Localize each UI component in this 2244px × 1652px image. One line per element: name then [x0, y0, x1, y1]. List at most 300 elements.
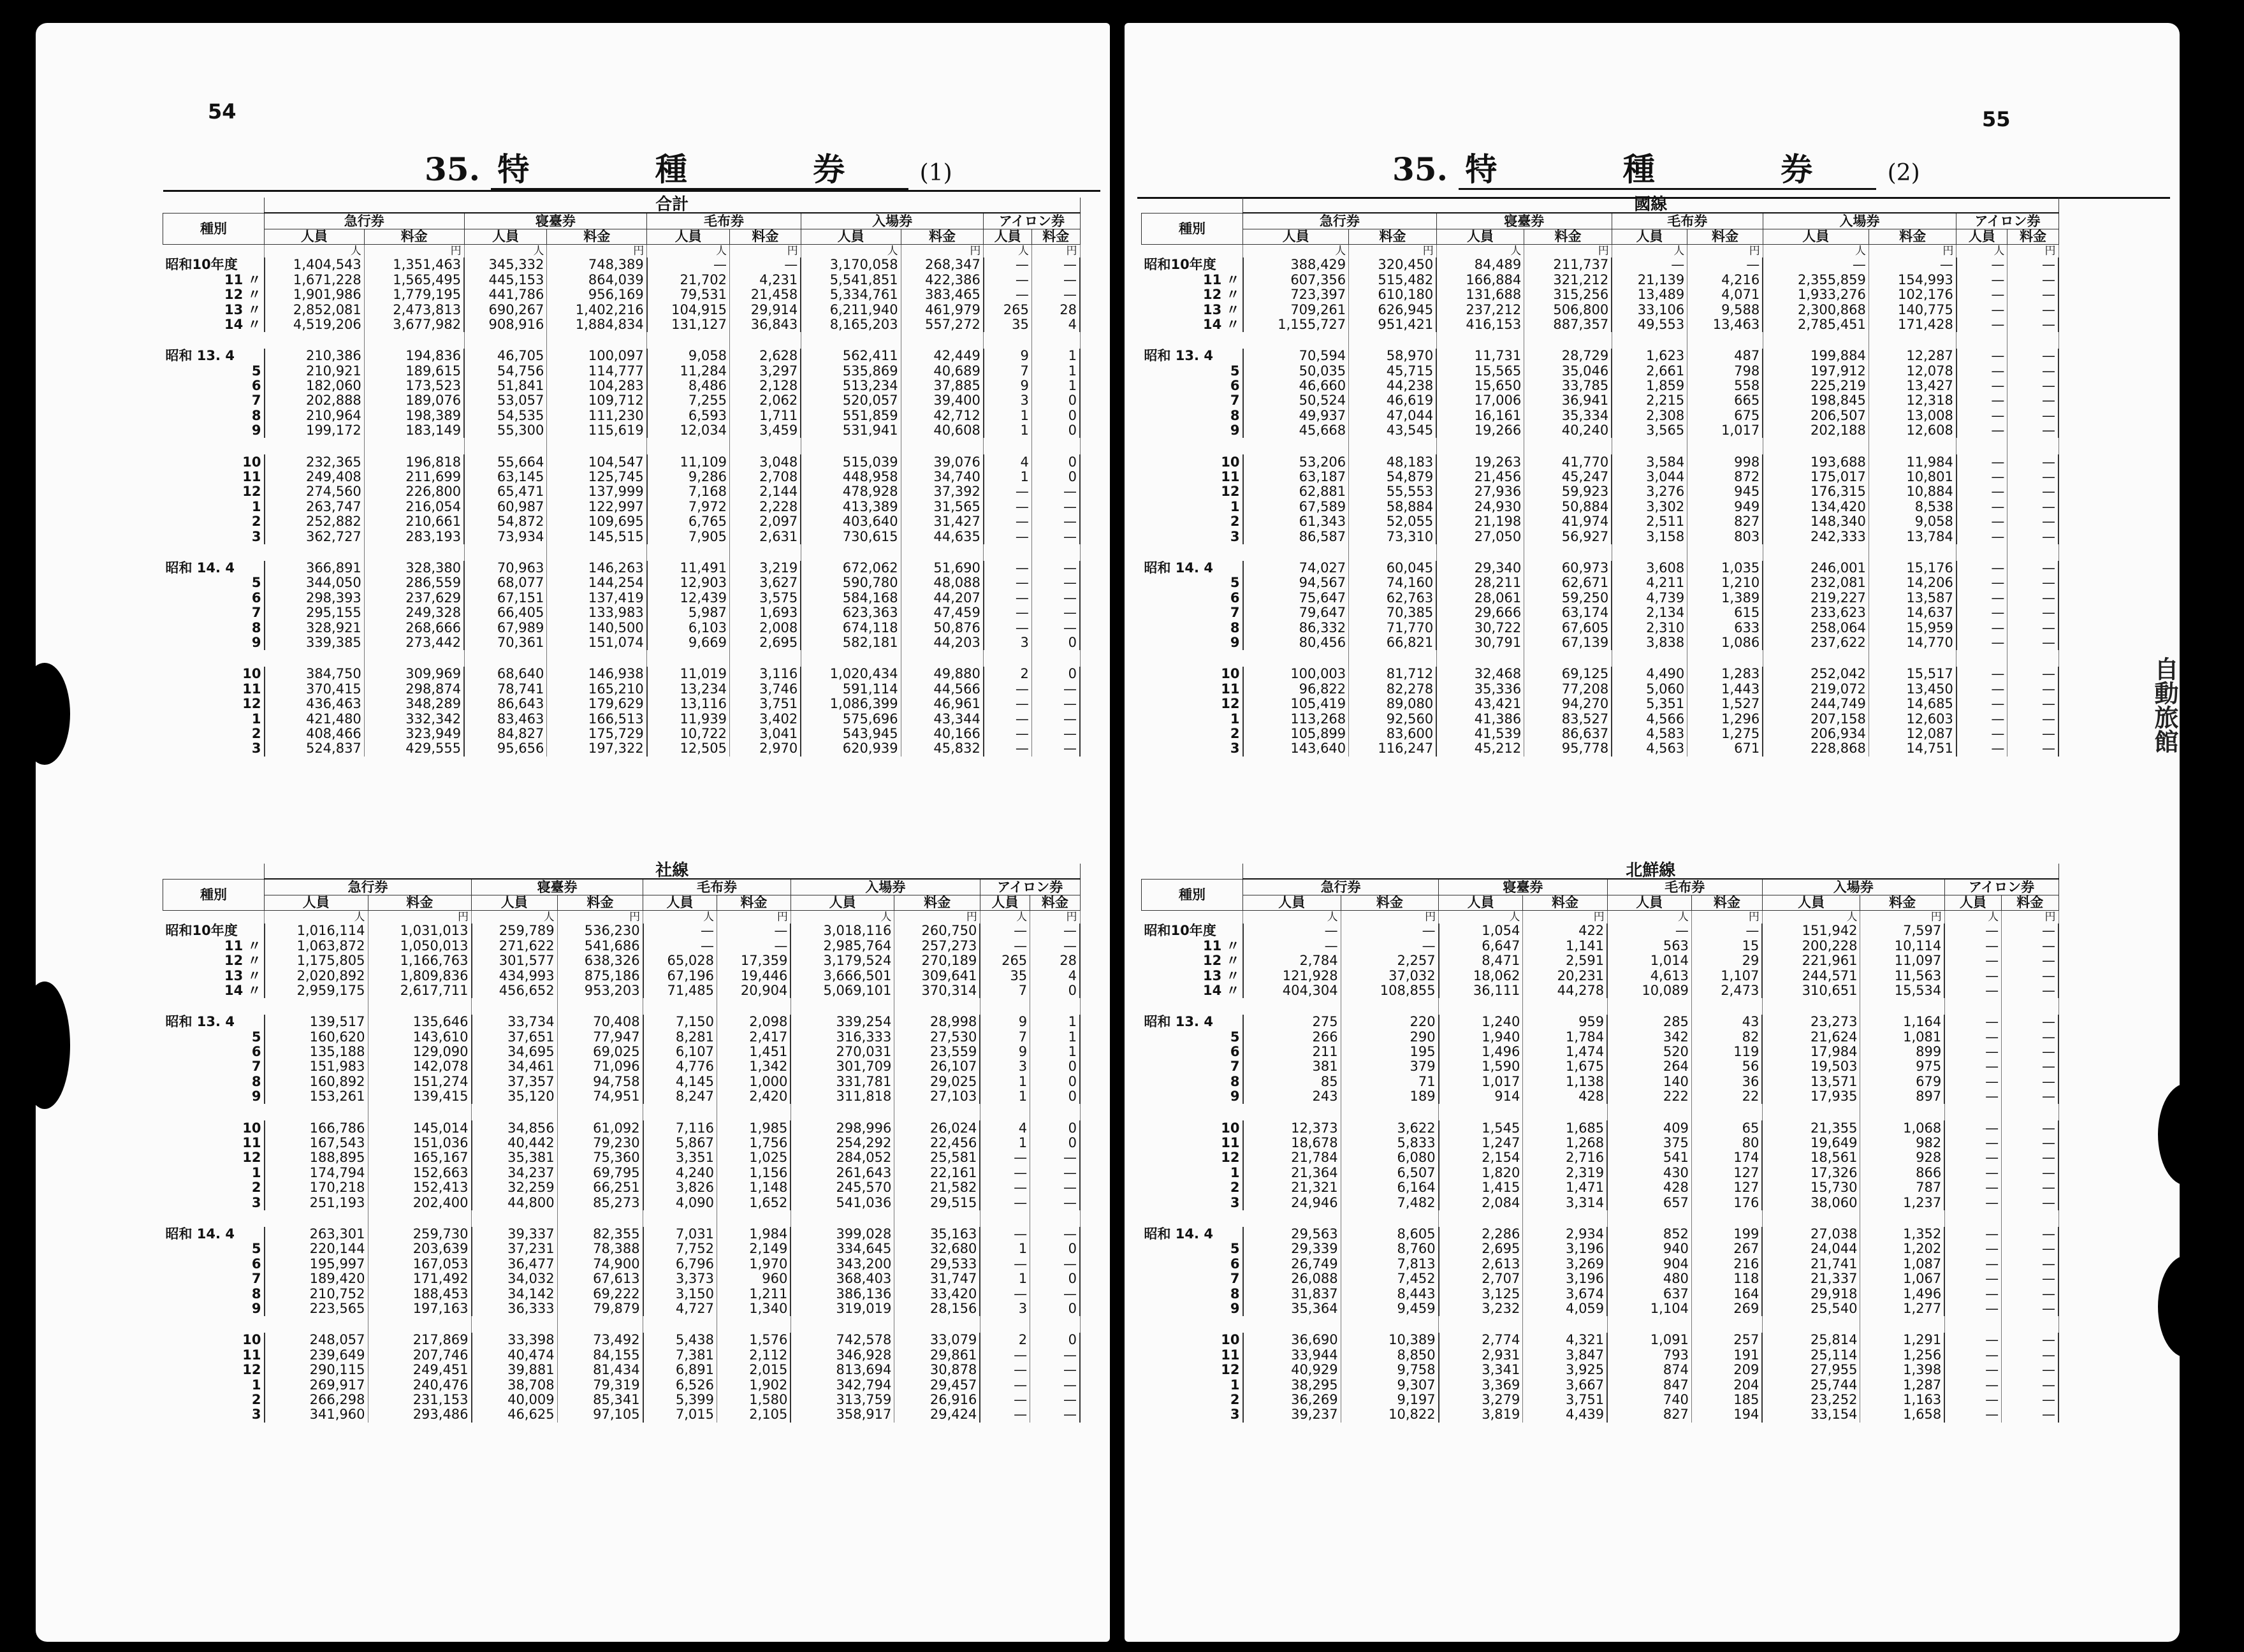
- data-cell: 33,106: [1612, 302, 1687, 317]
- data-cell: 23,273: [1762, 1015, 1860, 1029]
- gap-cell: [790, 1210, 894, 1227]
- data-cell: 404,304: [1243, 983, 1341, 998]
- row-label: 2: [163, 1180, 265, 1195]
- data-cell: —: [2007, 454, 2058, 469]
- gap-cell: [1142, 332, 1243, 349]
- data-cell: 74,027: [1243, 561, 1349, 576]
- data-cell: 269: [1691, 1301, 1762, 1316]
- data-cell: 9,197: [1341, 1393, 1439, 1407]
- data-cell: 975: [1860, 1059, 1944, 1074]
- unit-label: 円: [2007, 245, 2058, 258]
- row-label: 7: [1142, 1272, 1243, 1286]
- row-label: 7: [163, 605, 265, 620]
- data-cell: —: [1030, 1363, 1080, 1377]
- data-cell: 10,722: [647, 727, 730, 741]
- data-cell: 34,142: [472, 1286, 558, 1301]
- table-row: [1142, 470, 2059, 484]
- unit-label: 円: [1524, 245, 1612, 258]
- data-cell: —: [2002, 1136, 2058, 1150]
- row-label: 9: [1142, 1301, 1243, 1316]
- data-cell: 960: [717, 1272, 790, 1286]
- data-cell: 38,708: [472, 1377, 558, 1392]
- data-cell: 29,515: [894, 1195, 980, 1210]
- data-cell: 379: [1341, 1059, 1439, 1074]
- data-cell: 69,795: [557, 1166, 643, 1180]
- data-cell: —: [1031, 711, 1080, 726]
- table-row: [163, 1195, 1081, 1210]
- gap-cell: [364, 438, 464, 454]
- data-cell: 4,490: [1612, 667, 1687, 681]
- table-row: [163, 1089, 1081, 1104]
- data-cell: 35,120: [472, 1089, 558, 1104]
- data-cell: 399,028: [790, 1227, 894, 1242]
- data-cell: 35: [980, 968, 1030, 983]
- data-cell: 2,931: [1439, 1348, 1523, 1363]
- data-cell: 3,196: [1523, 1272, 1607, 1286]
- row-label: 昭和 13. 4: [163, 1015, 265, 1029]
- data-cell: 285: [1607, 1015, 1691, 1029]
- unit-label: 円: [901, 245, 984, 258]
- gap-cell: [547, 650, 647, 667]
- gap-cell: [163, 650, 265, 667]
- binding-hole: [19, 663, 70, 765]
- title-text: 特 種 券: [1459, 150, 1876, 190]
- data-cell: 115,619: [547, 423, 647, 438]
- data-cell: —: [2007, 484, 2058, 499]
- table-row: [1142, 409, 2059, 423]
- group-header-row: [1142, 213, 2059, 229]
- table-row: [163, 454, 1081, 469]
- data-cell: 2: [980, 1333, 1030, 1347]
- gap-cell: [364, 650, 464, 667]
- gap-cell: [1349, 544, 1437, 561]
- data-cell: 1,527: [1687, 697, 1763, 711]
- row-label: 5: [1142, 364, 1243, 379]
- data-cell: 97,105: [557, 1407, 643, 1422]
- gap-cell: [717, 1210, 790, 1227]
- row-label: 8: [163, 1286, 265, 1301]
- data-cell: —: [980, 924, 1030, 938]
- data-cell: 70,963: [464, 561, 547, 576]
- row-label: 6: [1142, 379, 1243, 393]
- column-sub-header: 人員: [1439, 895, 1523, 910]
- data-cell: 7,116: [643, 1120, 717, 1135]
- table-row: [163, 605, 1081, 620]
- gap-cell: [980, 1104, 1030, 1120]
- data-cell: 11,097: [1860, 953, 1944, 968]
- data-cell: 10,884: [1869, 484, 1956, 499]
- data-cell: 100,097: [547, 349, 647, 363]
- table-row: [163, 302, 1081, 317]
- data-cell: 27,038: [1762, 1227, 1860, 1242]
- data-cell: 66,251: [557, 1180, 643, 1195]
- data-cell: 1,671,228: [265, 273, 365, 287]
- data-cell: 434,993: [472, 968, 558, 983]
- row-label: 10: [163, 1333, 265, 1347]
- data-cell: 344,050: [265, 576, 365, 590]
- data-cell: —: [2002, 1030, 2058, 1045]
- data-cell: 310,651: [1762, 983, 1860, 998]
- data-cell: 21,784: [1243, 1150, 1341, 1165]
- unit-label: 人: [464, 245, 547, 258]
- data-cell: 3,369: [1439, 1377, 1523, 1392]
- data-cell: 290,115: [265, 1363, 368, 1377]
- gap-cell: [729, 332, 801, 349]
- data-cell: 3,351: [643, 1150, 717, 1165]
- data-cell: —: [647, 257, 730, 272]
- table-row: [1142, 393, 2059, 408]
- row-label: 11: [163, 682, 265, 697]
- row-label: 2: [163, 1393, 265, 1407]
- data-cell: 61,343: [1243, 514, 1349, 529]
- data-cell: 10,089: [1607, 983, 1691, 998]
- data-cell: —: [2002, 1015, 2058, 1029]
- data-cell: —: [1956, 364, 2007, 379]
- table-row: [163, 635, 1081, 650]
- data-cell: 11,491: [647, 561, 730, 576]
- gap-cell: [1763, 332, 1869, 349]
- data-cell: 872: [1687, 470, 1763, 484]
- data-cell: 4,776: [643, 1059, 717, 1074]
- gap-cell: [1436, 438, 1524, 454]
- corner-spacer: [1142, 198, 1243, 213]
- gap-cell: [557, 1316, 643, 1333]
- data-cell: 1: [1031, 364, 1080, 379]
- data-cell: 1,156: [717, 1166, 790, 1180]
- data-cell: 13,234: [647, 682, 730, 697]
- data-cell: 36,690: [1243, 1333, 1341, 1347]
- data-cell: 86,587: [1243, 529, 1349, 544]
- data-cell: 95,778: [1524, 741, 1612, 756]
- data-cell: 7,381: [643, 1348, 717, 1363]
- data-cell: 4,231: [729, 273, 801, 287]
- gap-cell: [647, 438, 730, 454]
- gap-cell: [1763, 544, 1869, 561]
- data-cell: 1,256: [1860, 1348, 1944, 1363]
- data-cell: 366,891: [265, 561, 365, 576]
- data-cell: 339,254: [790, 1015, 894, 1029]
- data-cell: 62,671: [1524, 576, 1612, 590]
- data-cell: 268,347: [901, 257, 984, 272]
- column-sub-header: 人員: [647, 229, 730, 244]
- table-row: [163, 257, 1081, 272]
- gap-cell: [1341, 1316, 1439, 1333]
- data-cell: 19,266: [1436, 423, 1524, 438]
- unit-label: 円: [729, 245, 801, 258]
- data-cell: 1: [984, 470, 1032, 484]
- data-cell: 52,055: [1349, 514, 1437, 529]
- table-row: [1142, 939, 2059, 953]
- unit-label: 人: [1243, 911, 1341, 924]
- data-cell: 49,880: [901, 667, 984, 681]
- data-cell: 58,970: [1349, 349, 1437, 363]
- data-cell: 6,526: [643, 1377, 717, 1392]
- data-cell: 672,062: [801, 561, 901, 576]
- data-cell: 30,791: [1436, 635, 1524, 650]
- column-sub-header: 料金: [557, 895, 643, 910]
- data-cell: 249,408: [265, 470, 365, 484]
- data-cell: 2,020,892: [265, 968, 368, 983]
- data-cell: 135,646: [368, 1015, 472, 1029]
- data-cell: —: [980, 1227, 1030, 1242]
- data-cell: 60,045: [1349, 561, 1437, 576]
- row-label: 5: [163, 1242, 265, 1256]
- data-cell: 54,872: [464, 514, 547, 529]
- data-cell: 51,841: [464, 379, 547, 393]
- data-cell: 216: [1691, 1257, 1762, 1272]
- data-cell: 36,333: [472, 1301, 558, 1316]
- data-cell: —: [1687, 257, 1763, 272]
- row-label: 14 〃: [163, 983, 265, 998]
- row-label: 2: [163, 727, 265, 741]
- data-cell: 49,937: [1243, 409, 1349, 423]
- data-cell: —: [729, 257, 801, 272]
- data-cell: —: [2007, 393, 2058, 408]
- table-row: [1142, 1180, 2059, 1195]
- column-sub-header: 人員: [1243, 895, 1341, 910]
- data-cell: 1,580: [717, 1393, 790, 1407]
- data-cell: 54,535: [464, 409, 547, 423]
- row-label: 11: [163, 470, 265, 484]
- data-cell: 1,016,114: [265, 924, 368, 938]
- gap-cell: [647, 332, 730, 349]
- gap-cell: [717, 1104, 790, 1120]
- data-cell: 151,274: [368, 1075, 472, 1089]
- data-cell: 31,837: [1243, 1286, 1341, 1301]
- data-cell: —: [2007, 605, 2058, 620]
- gap-cell: [647, 650, 730, 667]
- data-cell: 3,276: [1612, 484, 1687, 499]
- data-cell: 200,228: [1762, 939, 1860, 953]
- gap-cell: [901, 438, 984, 454]
- data-cell: 114,777: [547, 364, 647, 379]
- data-cell: —: [984, 514, 1032, 529]
- gap-cell: [2007, 544, 2058, 561]
- gap-cell: [265, 438, 365, 454]
- row-label: 3: [1142, 1195, 1243, 1210]
- table-row: [1142, 1136, 2059, 1150]
- data-cell: 321,212: [1524, 273, 1612, 287]
- gap-cell: [717, 1316, 790, 1333]
- data-cell: 58,884: [1349, 500, 1437, 514]
- data-cell: 311,818: [790, 1089, 894, 1104]
- data-cell: 29,533: [894, 1257, 980, 1272]
- data-cell: 0: [1031, 470, 1080, 484]
- row-label: 7: [1142, 605, 1243, 620]
- data-cell: 34,032: [472, 1272, 558, 1286]
- data-cell: 79,879: [557, 1301, 643, 1316]
- data-cell: 27,936: [1436, 484, 1524, 499]
- data-cell: 9: [984, 379, 1032, 393]
- gap-cell: [1436, 544, 1524, 561]
- data-cell: 53,057: [464, 393, 547, 408]
- data-cell: 228,868: [1763, 741, 1869, 756]
- data-cell: 847: [1607, 1377, 1691, 1392]
- data-cell: 1,471: [1523, 1180, 1607, 1195]
- data-cell: 13,489: [1612, 287, 1687, 302]
- data-cell: 3,622: [1341, 1120, 1439, 1135]
- row-label: 12 〃: [1142, 953, 1243, 968]
- table-row: [163, 1120, 1081, 1135]
- data-cell: 7,813: [1341, 1257, 1439, 1272]
- table-row: [163, 1363, 1081, 1377]
- data-cell: 44,238: [1349, 379, 1437, 393]
- data-cell: 1,175,805: [265, 953, 368, 968]
- data-cell: 273,442: [364, 635, 464, 650]
- gap-cell: [1762, 998, 1860, 1015]
- data-cell: 73,934: [464, 529, 547, 544]
- data-cell: 1,148: [717, 1180, 790, 1195]
- data-cell: —: [2002, 1272, 2058, 1286]
- data-cell: 3,044: [1612, 470, 1687, 484]
- column-sub-header: 人員: [265, 895, 368, 910]
- data-cell: 9,286: [647, 470, 730, 484]
- column-group-header: アイロン券: [980, 879, 1080, 895]
- data-cell: 33,944: [1243, 1348, 1341, 1363]
- data-cell: 189: [1341, 1089, 1439, 1104]
- data-cell: 319,019: [790, 1301, 894, 1316]
- data-cell: 9,758: [1341, 1363, 1439, 1377]
- unit-label: 円: [1341, 911, 1439, 924]
- row-label: 10: [1142, 1333, 1243, 1347]
- data-cell: 11,019: [647, 667, 730, 681]
- table-row: [163, 484, 1081, 499]
- table-row: [163, 317, 1081, 332]
- data-cell: —: [2007, 711, 2058, 726]
- data-cell: 2,417: [717, 1030, 790, 1045]
- data-cell: 6,507: [1341, 1166, 1439, 1180]
- data-cell: 328,921: [265, 620, 365, 635]
- data-cell: 249,451: [368, 1363, 472, 1377]
- data-cell: 13,784: [1869, 529, 1956, 544]
- row-label: 14 〃: [1142, 317, 1243, 332]
- data-cell: 21,364: [1243, 1166, 1341, 1180]
- data-cell: 665: [1687, 393, 1763, 408]
- data-cell: 10,822: [1341, 1407, 1439, 1422]
- data-cell: —: [1956, 454, 2007, 469]
- data-cell: 63,145: [464, 470, 547, 484]
- data-cell: 129,090: [368, 1045, 472, 1059]
- data-cell: 245,570: [790, 1180, 894, 1195]
- gap-cell: [163, 998, 265, 1015]
- data-cell: 3,158: [1612, 529, 1687, 544]
- data-cell: 44,635: [901, 529, 984, 544]
- gap-cell: [894, 1316, 980, 1333]
- row-label: 6: [163, 379, 265, 393]
- data-cell: 18,678: [1243, 1136, 1341, 1150]
- data-cell: 166,884: [1436, 273, 1524, 287]
- data-cell: 40,166: [901, 727, 984, 741]
- data-cell: 70,385: [1349, 605, 1437, 620]
- gap-cell: [901, 650, 984, 667]
- data-cell: 75,647: [1243, 591, 1349, 605]
- data-cell: 1: [980, 1075, 1030, 1089]
- data-cell: 231,153: [368, 1393, 472, 1407]
- data-cell: 259,730: [368, 1227, 472, 1242]
- row-label: 11 〃: [1142, 939, 1243, 953]
- data-cell: 79,647: [1243, 605, 1349, 620]
- gap-cell: [163, 332, 265, 349]
- data-cell: 541,686: [557, 939, 643, 953]
- data-cell: 17,984: [1762, 1045, 1860, 1059]
- data-cell: 233,623: [1763, 605, 1869, 620]
- data-cell: 207,746: [368, 1348, 472, 1363]
- data-cell: —: [984, 287, 1032, 302]
- gap-cell: [1612, 544, 1687, 561]
- data-cell: 9,058: [647, 349, 730, 363]
- data-cell: —: [2007, 500, 2058, 514]
- column-sub-header: 料金: [368, 895, 472, 910]
- data-cell: 1,623: [1612, 349, 1687, 363]
- data-cell: 94,758: [557, 1075, 643, 1089]
- column-sub-header: 人員: [643, 895, 717, 910]
- data-cell: 1,081: [1860, 1030, 1944, 1045]
- gap-cell: [901, 332, 984, 349]
- data-cell: 35: [984, 317, 1032, 332]
- data-cell: —: [1030, 1227, 1080, 1242]
- data-cell: 852: [1607, 1227, 1691, 1242]
- row-label: 2: [1142, 1180, 1243, 1195]
- gap-cell: [1956, 650, 2007, 667]
- unit-spacer: [163, 911, 265, 924]
- table-row: [1142, 500, 2059, 514]
- data-cell: 67,613: [557, 1272, 643, 1286]
- data-cell: —: [1944, 1030, 2001, 1045]
- gap-cell: [265, 332, 365, 349]
- data-cell: 59,923: [1524, 484, 1612, 499]
- data-cell: 7,255: [647, 393, 730, 408]
- data-cell: 3,314: [1523, 1195, 1607, 1210]
- table-row: [163, 1227, 1081, 1242]
- row-label: 11: [163, 1136, 265, 1150]
- data-cell: 104,915: [647, 302, 730, 317]
- data-cell: 3,373: [643, 1272, 717, 1286]
- gap-cell: [464, 332, 547, 349]
- data-cell: 62,763: [1349, 591, 1437, 605]
- data-cell: 25,744: [1762, 1377, 1860, 1392]
- data-cell: 263,301: [265, 1227, 368, 1242]
- data-cell: 29,339: [1243, 1242, 1341, 1256]
- data-cell: 1,590: [1439, 1059, 1523, 1074]
- data-cell: —: [980, 939, 1030, 953]
- data-cell: 2,708: [729, 470, 801, 484]
- data-cell: 35,381: [472, 1150, 558, 1165]
- column-sub-header: 料金: [1869, 229, 1956, 244]
- data-cell: 13,116: [647, 697, 730, 711]
- data-cell: 81,712: [1349, 667, 1437, 681]
- gap-cell: [801, 438, 901, 454]
- data-cell: 54,756: [464, 364, 547, 379]
- data-cell: —: [1956, 500, 2007, 514]
- data-cell: 259,789: [472, 924, 558, 938]
- data-cell: 198,845: [1763, 393, 1869, 408]
- data-cell: 13,463: [1687, 317, 1763, 332]
- data-cell: 37,392: [901, 484, 984, 499]
- data-cell: 4,563: [1612, 741, 1687, 756]
- data-cell: 67,196: [643, 968, 717, 983]
- data-cell: 1: [1030, 1045, 1080, 1059]
- data-cell: 740: [1607, 1393, 1691, 1407]
- gap-cell: [894, 1104, 980, 1120]
- data-cell: 1,901,986: [265, 287, 365, 302]
- data-cell: 0: [1031, 409, 1080, 423]
- data-cell: 71: [1341, 1075, 1439, 1089]
- data-cell: 6,891: [643, 1363, 717, 1377]
- data-cell: 182,060: [265, 379, 365, 393]
- table-row: [163, 1286, 1081, 1301]
- data-cell: 358,917: [790, 1407, 894, 1422]
- gap-cell: [265, 544, 365, 561]
